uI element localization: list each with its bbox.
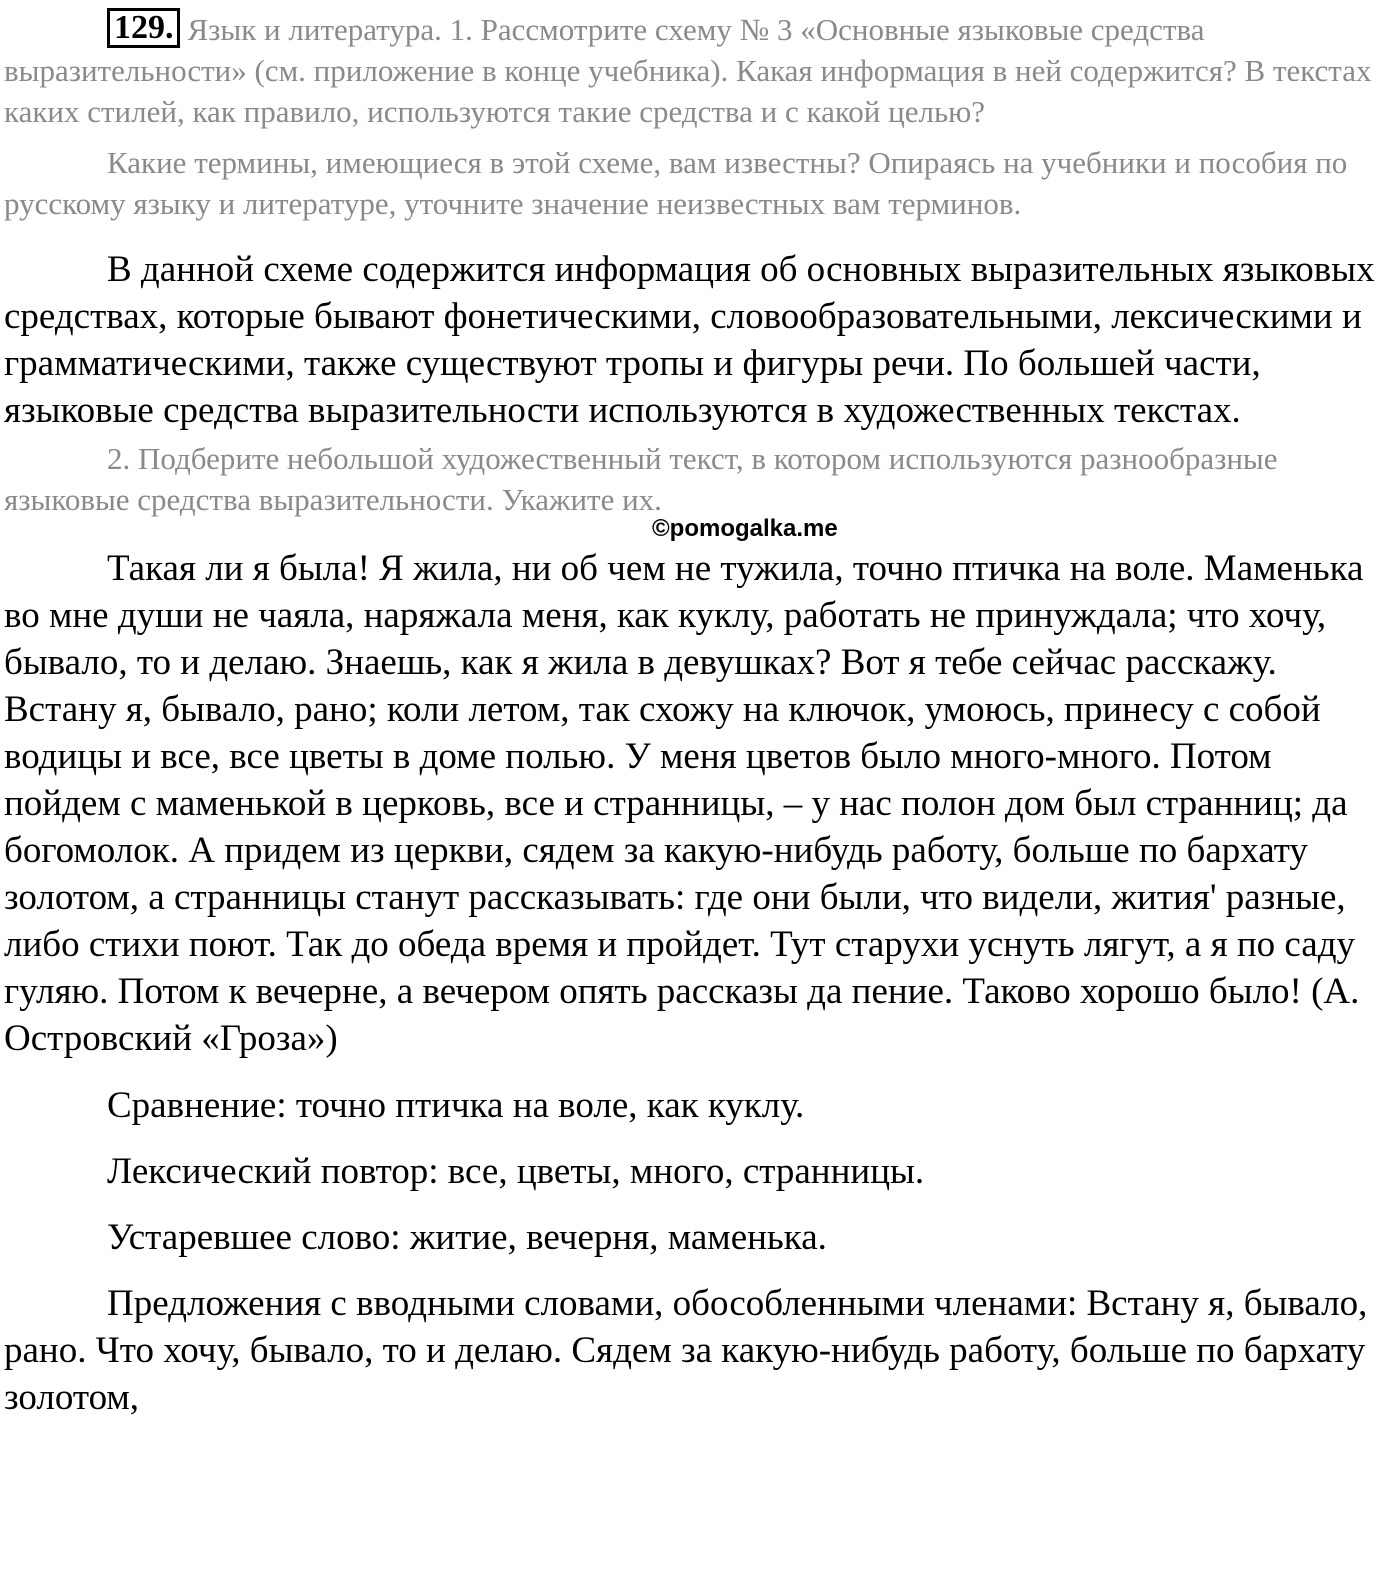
task-1-continued: Какие термины, имеющиеся в этой схеме, вам известны? Опираясь на учебники и пособия по русскому языку и литературе, уточните значение неизвестных вам терминов. (4, 145, 1348, 221)
task-1-text (4, 8, 1380, 132)
task-1-body: Язык и литература. 1. Рассмотрите схему № 3 «Основные языковые средства выразительности» (см. приложение в конце учебника). Какая информация в ней содержится? В текстах каких стилей, как правило, используются такие средства и с какой целью? (4, 12, 1372, 129)
device-comparison: Сравнение: точно птичка на воле, как куклу. (107, 1085, 805, 1126)
exercise-number: 129. (107, 8, 180, 48)
watermark: ©pomogalka.me (652, 515, 838, 542)
device-introductory-words: Предложения с вводными словами, обособленными членами: Встану я, бывало, рано. Что хочу, бывало, то и делаю. Сядем за какую-нибудь работу, больше по бархату золотом, (4, 1283, 1368, 1418)
task-2-text: 2. Подберите небольшой художественный текст, в котором используются разнообразные языковые средства выразительности. Укажите их. (4, 441, 1278, 517)
device-lexical-repeat: Лексический повтор: все, цветы, много, странницы. (107, 1151, 925, 1192)
answer-1: В данной схеме содержится информация об основных выразительных языковых средствах, которые бывают фонетическими, словообразовательными, лексическими и грамматическими, также существуют тропы и фигуры речи. По большей части, языковые средства выразительности используются в художественных текстах. (4, 249, 1375, 431)
answer-2-quote: Такая ли я была! Я жила, ни об чем не тужила, точно птичка на воле. Маменька во мне души не чаяла, наряжала меня, как куклу, работать не принуждала; что хочу, бывало, то и делаю. Знаешь, как я жила в девушках? Вот я тебе сейчас расскажу. Встану я, бывало, рано; коли летом, так схожу на ключок, умоюсь, принесу с собой водицы и все, все цветы в доме полью. У меня цветов было много-много. Потом пойдем с маменькой в церковь, все и странницы, – у нас полон дом был странниц; да богомолок. А придем из церкви, сядем за какую-нибудь работу, больше по бархату золотом, а странницы станут рассказывать: где они были, что видели, жития' разные, либо стихи поют. Так до обеда время и пройдет. Тут старухи уснуть лягут, а я по саду гуляю. Потом к вечерне, а вечером опять рассказы да пение. Таково хорошо было! (А. Островский «Гроза») (4, 548, 1364, 1059)
device-archaic-word: Устаревшее слово: житие, вечерня, маменька. (107, 1217, 827, 1258)
